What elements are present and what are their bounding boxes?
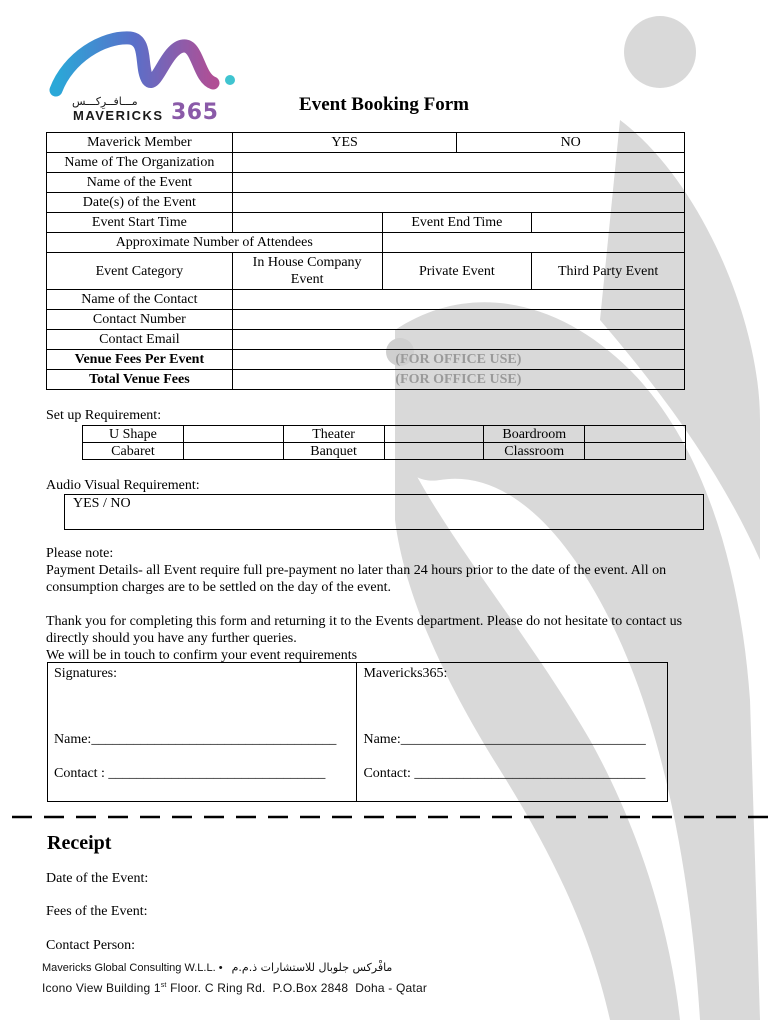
setup-banquet-label: Banquet	[283, 443, 384, 460]
event-name-field[interactable]	[232, 173, 684, 193]
total-fees-office-use: (FOR OFFICE USE)	[232, 370, 684, 390]
category-private-option[interactable]: Private Event	[382, 253, 532, 290]
contact-name-field[interactable]	[232, 290, 684, 310]
mavericks-signature-box[interactable]	[357, 663, 668, 802]
payment-note: Payment Details- all Event require full pre-payment no later than 24 hours prior to the date of the event. All on consumption charges are to be settled on the day of the event.	[46, 563, 667, 595]
setup-table	[82, 425, 686, 460]
client-contact-line[interactable]: Contact : _______________________________	[54, 766, 326, 781]
footer-bullet: •	[218, 962, 223, 974]
footer-address: Icono View Building 1st Floor. C Ring Rd. P.O.Box 2848 Doha - Qatar	[42, 981, 428, 995]
setup-classroom-label: Classroom	[484, 443, 585, 460]
client-name-line[interactable]: Name:___________________________________	[54, 732, 337, 747]
setup-u-shape-label: U Shape	[83, 426, 184, 443]
contact-number-label: Contact Number	[47, 310, 233, 330]
event-name-label: Name of the Event	[47, 173, 233, 193]
member-label: Maverick Member	[47, 133, 233, 153]
setup-theater-label: Theater	[283, 426, 384, 443]
setup-classroom-field[interactable]	[585, 443, 686, 460]
setup-u-shape-field[interactable]	[183, 426, 283, 443]
receipt-person-label: Contact Person:	[46, 938, 136, 953]
event-dates-label: Date(s) of the Event	[47, 193, 233, 213]
mavericks-contact-line[interactable]: Contact: _________________________________	[363, 766, 646, 781]
organization-field[interactable]	[232, 153, 684, 173]
cut-line-divider	[12, 814, 768, 820]
footer-company-name: Mavericks Global Consulting W.L.L.	[42, 962, 216, 974]
receipt-title: Receipt	[47, 832, 112, 854]
organization-label: Name of The Organization	[47, 153, 233, 173]
venue-fees-office-use: (FOR OFFICE USE)	[232, 350, 684, 370]
logo-arabic-text: مـــافــرِكـــس	[72, 95, 138, 108]
receipt-date-label: Date of the Event:	[46, 871, 149, 886]
contact-number-field[interactable]	[232, 310, 684, 330]
member-no-option[interactable]: NO	[457, 133, 685, 153]
setup-banquet-field[interactable]	[384, 443, 484, 460]
footer-company-arabic: مافْركس جلوبال للاستشارات ذ.م.م	[231, 961, 393, 974]
attendees-field[interactable]	[382, 233, 684, 253]
client-signature-title: Signatures:	[54, 666, 117, 681]
logo-number: 365	[171, 100, 219, 125]
setup-boardroom-field[interactable]	[585, 426, 686, 443]
mavericks-name-line[interactable]: Name:___________________________________	[363, 732, 646, 747]
setup-cabaret-label: Cabaret	[83, 443, 184, 460]
contact-name-label: Name of the Contact	[47, 290, 233, 310]
end-time-field[interactable]	[532, 213, 685, 233]
client-signature-box[interactable]	[48, 663, 357, 802]
setup-cabaret-field[interactable]	[183, 443, 283, 460]
start-time-field[interactable]	[232, 213, 382, 233]
contact-email-field[interactable]	[232, 330, 684, 350]
footer-company	[42, 961, 392, 974]
audio-visual-field[interactable]	[64, 494, 704, 530]
signatures-table	[47, 662, 668, 802]
event-dates-field[interactable]	[232, 193, 684, 213]
receipt-fees-label: Fees of the Event:	[46, 904, 148, 919]
setup-label: Set up Requirement:	[46, 408, 162, 423]
notes-section	[46, 545, 726, 664]
member-yes-option[interactable]: YES	[232, 133, 457, 153]
start-time-label: Event Start Time	[47, 213, 233, 233]
total-fees-label: Total Venue Fees	[47, 370, 233, 390]
touch-note: We will be in touch to confirm your event requirements	[46, 648, 358, 663]
setup-boardroom-label: Boardroom	[484, 426, 585, 443]
contact-email-label: Contact Email	[47, 330, 233, 350]
end-time-label: Event End Time	[382, 213, 532, 233]
mavericks-signature-title: Mavericks365:	[363, 666, 448, 681]
category-in-house-option[interactable]: In House Company Event	[232, 253, 382, 290]
thanks-note: Thank you for completing this form and returning it to the Events department. Please do not hesitate to contact us directly should you have any further queries.	[46, 614, 683, 646]
attendees-label: Approximate Number of Attendees	[47, 233, 383, 253]
form-title: Event Booking Form	[299, 94, 469, 115]
booking-details-table	[46, 132, 685, 390]
setup-theater-field[interactable]	[384, 426, 484, 443]
category-third-party-option[interactable]: Third Party Event	[532, 253, 685, 290]
venue-fees-label: Venue Fees Per Event	[47, 350, 233, 370]
category-label: Event Category	[47, 253, 233, 290]
logo-wordmark: MAVERICKS	[73, 108, 164, 123]
notes-heading: Please note:	[46, 546, 114, 561]
audio-visual-label: Audio Visual Requirement:	[46, 478, 200, 493]
audio-visual-value: YES / NO	[73, 496, 131, 511]
